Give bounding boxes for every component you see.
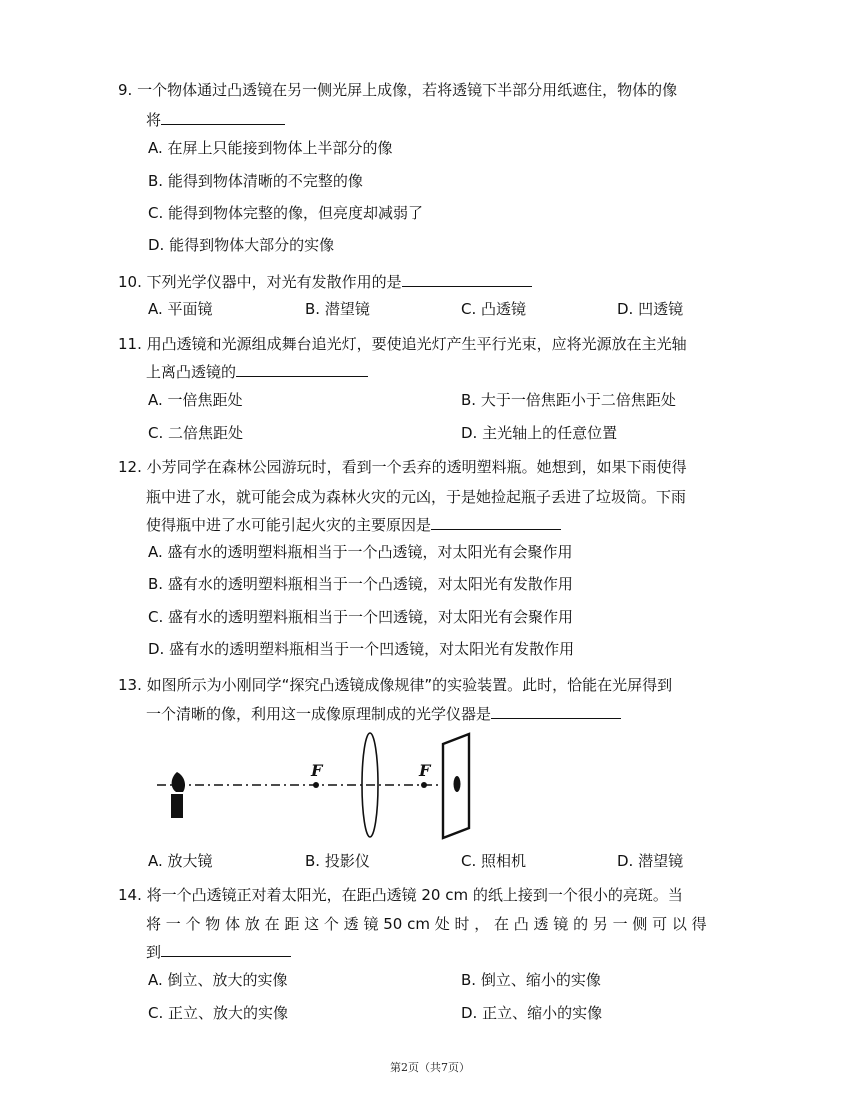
answer-blank-11[interactable] [236, 362, 368, 377]
q12-option-a: A. 盛有水的透明塑料瓶相当于一个凸透镜，对太阳光有会聚作用 [148, 543, 573, 561]
light-screen [443, 734, 469, 838]
question-13-line-2-text: 一个清晰的像，利用这一成像原理制成的光学仪器是 [146, 705, 492, 723]
q11-option-b: B. 大于一倍焦距小于二倍焦距处 [461, 391, 676, 409]
candle-icon [171, 772, 185, 818]
q13-option-c: C. 照相机 [461, 852, 527, 870]
q14-option-a: A. 倒立、放大的实像 [148, 971, 288, 989]
answer-blank-12[interactable] [431, 515, 561, 530]
question-14-line-2: 将 一 个 物 体 放 在 距 这 个 透 镜 50 cm 处 时 ， 在 凸 透 镜 的 另 一 侧 可 以 得 [146, 915, 707, 933]
question-12-line-3-text: 使得瓶中进了水可能引起火灾的主要原因是 [146, 516, 432, 534]
lens-experiment-figure [143, 726, 483, 844]
q11-option-a: A. 一倍焦距处 [148, 391, 243, 409]
question-11-line-2 [146, 362, 368, 382]
q12-option-c: C. 盛有水的透明塑料瓶相当于一个凹透镜，对太阳光有会聚作用 [148, 608, 574, 626]
question-12-line-1: 12. 小芳同学在森林公园游玩时，看到一个丢弃的透明塑料瓶。她想到，如果下雨使得 [118, 458, 687, 476]
q11-option-d: D. 主光轴上的任意位置 [461, 424, 618, 442]
q10-option-b: B. 潜望镜 [305, 300, 370, 318]
q9-option-d: D. 能得到物体大部分的实像 [148, 236, 335, 254]
q10-option-d: D. 凹透镜 [617, 300, 684, 318]
q13-option-b: B. 投影仪 [305, 852, 370, 870]
q13-option-a: A. 放大镜 [148, 852, 213, 870]
question-12-line-3 [146, 515, 561, 535]
q9-option-a: A. 在屏上只能接到物体上半部分的像 [148, 139, 393, 157]
question-14-line-3 [146, 942, 291, 962]
question-14-line-3-text: 到 [146, 943, 162, 961]
question-9-line-2-text: 将 [146, 111, 162, 129]
answer-blank-9[interactable] [161, 110, 285, 125]
question-13-line-2 [146, 704, 621, 724]
question-11-line-2-text: 上离凸透镜的 [146, 363, 237, 381]
answer-blank-14[interactable] [161, 942, 291, 957]
answer-blank-10[interactable] [402, 272, 532, 287]
question-10-text: 10. 下列光学仪器中，对光有发散作用的是 [118, 273, 402, 291]
q14-option-d: D. 正立、缩小的实像 [461, 1004, 603, 1022]
question-14-line-1: 14. 将一个凸透镜正对着太阳光，在距凸透镜 20 cm 的纸上接到一个很小的亮斑。当 [118, 886, 683, 904]
page-footer: 第2页（共7页） [390, 1061, 470, 1074]
focal-label-left: F [311, 761, 323, 780]
q14-option-c: C. 正立、放大的实像 [148, 1004, 289, 1022]
answer-blank-13[interactable] [491, 704, 621, 719]
focal-label-right: F [419, 761, 431, 780]
question-13-line-1: 13. 如图所示为小刚同学“探究凸透镜成像规律”的实验装置。此时，恰能在光屏得到 [118, 676, 673, 694]
question-11-line-1: 11. 用凸透镜和光源组成舞台追光灯，要使追光灯产生平行光束，应将光源放在主光轴 [118, 335, 687, 353]
q9-option-b: B. 能得到物体清晰的不完整的像 [148, 172, 363, 190]
question-9-line-2 [146, 110, 285, 130]
q12-option-b: B. 盛有水的透明塑料瓶相当于一个凸透镜，对太阳光有发散作用 [148, 575, 573, 593]
question-9-line-1: 9. 一个物体通过凸透镜在另一侧光屏上成像，若将透镜下半部分用纸遮住，物体的像 [118, 81, 678, 99]
focal-point-left [313, 782, 319, 788]
q10-option-a: A. 平面镜 [148, 300, 213, 318]
question-10-line-1 [118, 272, 532, 292]
q13-option-d: D. 潜望镜 [617, 852, 684, 870]
q14-option-b: B. 倒立、缩小的实像 [461, 971, 601, 989]
question-12-line-2: 瓶中进了水，就可能会成为森林火灾的元凶，于是她捡起瓶子丢进了垃圾筒。下雨 [146, 488, 687, 506]
q10-option-c: C. 凸透镜 [461, 300, 527, 318]
q9-option-c: C. 能得到物体完整的像，但亮度却减弱了 [148, 204, 424, 222]
q11-option-c: C. 二倍焦距处 [148, 424, 244, 442]
focal-point-right [421, 782, 427, 788]
q12-option-d: D. 盛有水的透明塑料瓶相当于一个凹透镜，对太阳光有发散作用 [148, 640, 575, 658]
